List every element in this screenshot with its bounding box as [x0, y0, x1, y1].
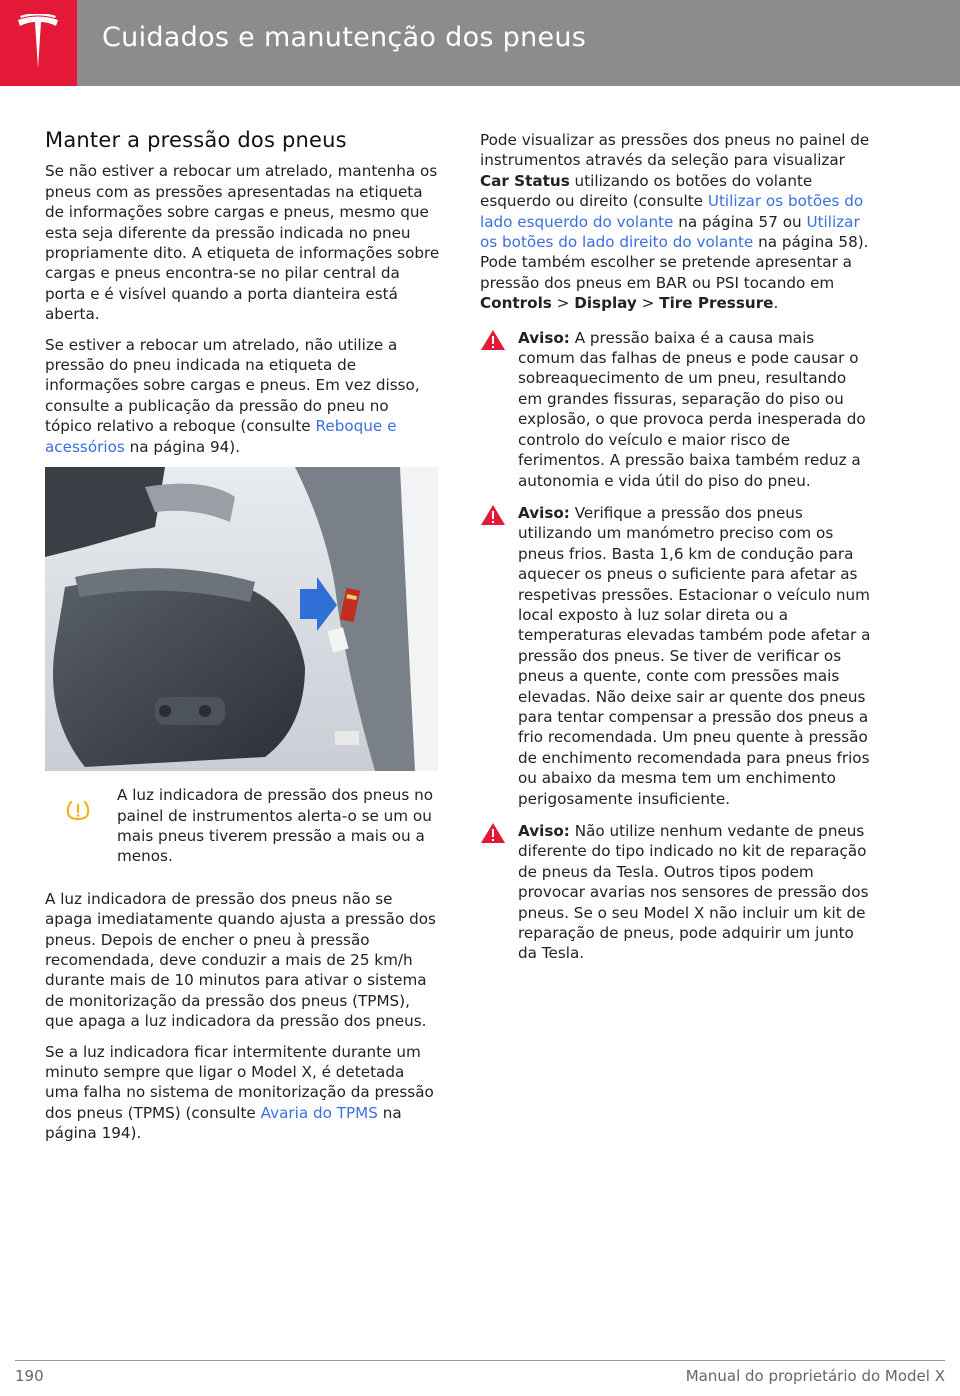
- page-title: Cuidados e manutenção dos pneus: [102, 22, 587, 53]
- warning-text: A pressão baixa é a causa mais comum das falhas de pneus e pode causar o sobreaquecimento de um pneu, resultando em grandes fissuras, separação do piso ou explosão, o que provoca perda inesperada do controlo do veículo e maior risco de ferimentos. A pressão baixa também reduz a autonomia e vida útil do piso do pneu.: [518, 328, 866, 490]
- section-heading: Manter a pressão dos pneus: [45, 128, 347, 152]
- right-column: [480, 130, 873, 976]
- page-number: 190: [15, 1367, 44, 1385]
- header-bar: [77, 0, 960, 86]
- left-column: [45, 130, 440, 1154]
- link-left-steering-buttons[interactable]: Utilizar os botões do lado esquerdo do volante: [480, 192, 864, 231]
- paragraph: Se a luz indicadora ficar intermitente durante um minuto sempre que ligar o Model X, é detetada uma falha no sistema de monitorização da pressão dos pneus (TPMS) (consulte Avaria do TPMS na página 194).: [45, 1042, 434, 1143]
- paragraph: Se estiver a rebocar um atrelado, não utilize a pressão do pneu indicada na etiqueta de informações sobre cargas e pneus. Em vez disso, consulte a publicação da pressão do pneu no tópico relativo a reboque (consulte Reboque e acessórios na página 94).: [45, 335, 420, 456]
- tesla-logo-icon: [14, 14, 62, 72]
- link-right-steering-buttons[interactable]: Utilizar os botões do lado direito do volante: [480, 212, 860, 252]
- tpms-indicator-note: [45, 785, 440, 867]
- door-pillar-label-image: [45, 467, 438, 771]
- footer-divider: [15, 1360, 945, 1361]
- warning-text: Não utilize nenhum vedante de pneus diferente do tipo indicado no kit de reparação de pneus da Tesla. Outros tipos podem provocar avarias nos sensores de pressão dos pneus. Se o seu Model X não incluir um kit de reparação de pneus, pode adquirir um junto da Tesla.: [518, 822, 869, 963]
- paragraph: Pode visualizar as pressões dos pneus no painel de instrumentos através da seleção para visualizar Car Status utilizando os botões do volante esquerdo ou direito (consulte Utilizar os botões do lado esquerdo do volante na página 57 ou Utilizar os botões do lado direito do volante na página 58). Pode também escolher se pretende apresentar a pressão dos pneus em BAR ou PSI tocando em Controls > Display > Tire Pressure.: [480, 131, 870, 313]
- tire-pressure-warning-icon: [65, 800, 91, 822]
- warning-label: Aviso:: [518, 328, 570, 347]
- indicator-text: A luz indicadora de pressão dos pneus no painel de instrumentos alerta-o se um ou mais pneus tiverem pressão a mais ou a menos.: [117, 786, 434, 866]
- link-towing[interactable]: Reboque e acessórios: [45, 417, 397, 456]
- warning-triangle-icon: [480, 504, 506, 526]
- warning-label: Aviso:: [518, 503, 570, 522]
- warning-label: Aviso:: [518, 822, 570, 840]
- warning-block: [480, 821, 873, 964]
- tesla-logo-block: [0, 0, 77, 86]
- footer-manual-title: Manual do proprietário do Model X: [685, 1367, 945, 1385]
- link-tpms-fault[interactable]: Avaria do TPMS: [260, 1103, 378, 1122]
- warning-block: [480, 328, 873, 491]
- warning-triangle-icon: [480, 822, 506, 844]
- warning-text: Verifique a pressão dos pneus utilizando um manómetro preciso com os pneus frios. Basta 1,6 km de condução para aquecer os pneus o suficiente para afetar as respetivas pressões. Estacionar o veículo num local exposto à luz solar direta ou a temperaturas elevadas também pode afetar a pressão dos pneus. Se tiver de verificar os pneus a quente, conte com pressões mais elevadas. Não deixe sair ar quente dos pneus para tentar compensar a pressão dos pneus a frio recomendada. Um pneu quente à pressão de enchimento recomendada para pneus frios ou abaixo da mesma tem um enchimento perigosamente insuficiente.: [518, 503, 871, 808]
- warning-triangle-icon: [480, 329, 506, 351]
- paragraph: Se não estiver a rebocar um atrelado, mantenha os pneus com as pressões apresentadas na etiqueta de informações sobre cargas e pneus, mesmo que esta seja diferente da pressão indicada no pneu propriamente dito. A etiqueta de informações sobre cargas e pneus encontra-se no pilar central da porta e é visível quando a porta dianteira está aberta.: [45, 162, 440, 324]
- paragraph: A luz indicadora de pressão dos pneus não se apaga imediatamente quando ajusta a pressão dos pneus. Depois de encher o pneu à pressão recomendada, deve conduzir a mais de 25 km/h durante mais de 10 minutos para ativar o sistema de monitorização da pressão dos pneus (TPMS), que apaga a luz indicadora da pressão dos pneus.: [45, 889, 436, 1031]
- warning-block: [480, 503, 873, 809]
